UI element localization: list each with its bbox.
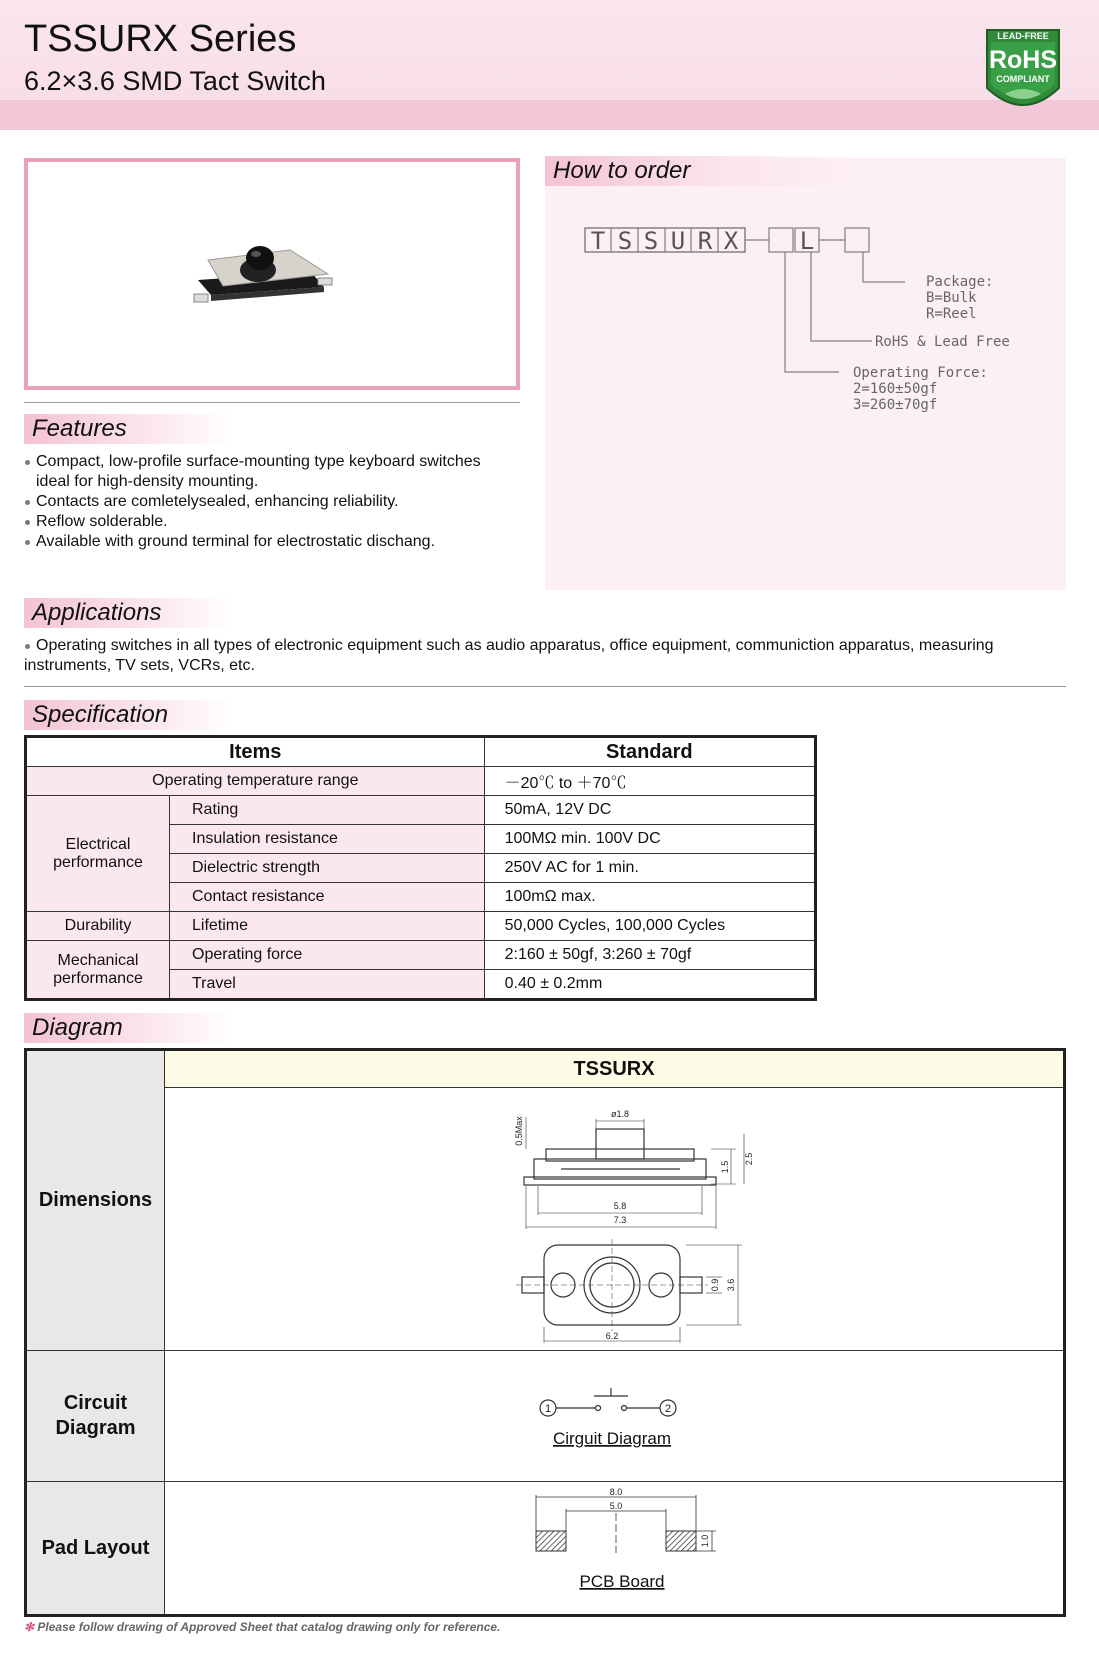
circuit-diagram-cell <box>165 1351 1065 1482</box>
diagram-title: Diagram <box>24 1013 232 1043</box>
operating-force-label: Operating Force: <box>853 365 988 381</box>
dim-05max: 0.5Max <box>514 1116 524 1146</box>
spec-operating-temp: Operating temperature range <box>26 767 485 796</box>
footnote-text: Please follow drawing of Approved Sheet that catalog drawing only for reference. <box>37 1620 501 1634</box>
rohs-badge <box>983 26 1063 116</box>
spec-lifetime: Lifetime <box>170 912 485 941</box>
spec-electrical: Electrical performance <box>26 796 170 912</box>
dim-18: ø1.8 <box>610 1109 630 1119</box>
applications-line-2: instruments, TV sets, VCRs, etc. <box>24 657 255 674</box>
circuit-diagram <box>166 1352 1062 1480</box>
dimensions-label: Dimensions <box>26 1050 165 1351</box>
circuit-pin-2: 2 <box>664 1403 672 1415</box>
feature-item-continued: ideal for high-density mounting. <box>36 473 259 490</box>
rohs-badge-top: LEAD-FREE <box>997 31 1049 41</box>
features-list <box>24 452 524 552</box>
dim-62: 6.2 <box>605 1331 619 1341</box>
dim-25: 2.5 <box>744 1152 754 1166</box>
circuit-pin-1: 1 <box>544 1403 552 1415</box>
rohs-badge-main: RoHS <box>988 46 1058 74</box>
pad-layout-label: Pad Layout <box>26 1482 165 1616</box>
order-code-diagram <box>545 200 1066 420</box>
rohs-badge-bottom: COMPLIANT <box>996 74 1050 84</box>
code-letter-5: R <box>697 227 713 255</box>
circuit-diagram-label: Circuit Diagram <box>26 1351 165 1482</box>
feature-item: Compact, low-profile surface-mounting type keyboard switches <box>24 452 524 472</box>
spec-lifetime-value: 50,000 Cycles, 100,000 Cycles <box>484 912 815 941</box>
pad-layout-cell <box>165 1482 1065 1616</box>
spec-travel: Travel <box>170 970 485 1000</box>
asterisk-icon: ✻ <box>24 1620 35 1634</box>
operating-force-3: 3=260±70gf <box>853 397 938 413</box>
spec-op-force: Operating force <box>170 941 485 970</box>
spec-header-items: Items <box>26 737 485 767</box>
dim-36: 3.6 <box>726 1278 736 1292</box>
dim-09: 0.9 <box>710 1278 720 1292</box>
applications-line-1: Operating switches in all types of electronic equipment such as audio apparatus, office equipment, communiction apparatus, measuring <box>24 636 1066 656</box>
spec-dielectric: Dielectric strength <box>170 854 485 883</box>
spec-header-standard: Standard <box>484 737 815 767</box>
spec-insulation: Insulation resistance <box>170 825 485 854</box>
spec-operating-temp-value: －20℃ to ＋70℃ <box>484 767 815 796</box>
spec-op-force-value: 2:160 ± 50gf, 3:260 ± 70gf <box>484 941 815 970</box>
package-label: Package: <box>926 274 994 290</box>
spec-durability: Durability <box>26 912 170 941</box>
feature-item: Contacts are comletelysealed, enhancing reliability. <box>24 492 524 512</box>
package-bulk: B=Bulk <box>926 290 977 306</box>
spec-travel-value: 0.40 ± 0.2mm <box>484 970 815 1000</box>
code-letter-2: S <box>617 227 633 255</box>
spec-rating-value: 50mA, 12V DC <box>484 796 815 825</box>
header-band <box>0 100 1099 130</box>
dimensions-drawing-cell <box>165 1088 1065 1351</box>
feature-item: Reflow solderable. <box>24 512 524 532</box>
spec-contact-value: 100mΩ max. <box>484 883 815 912</box>
pad-dim-80: 8.0 <box>609 1487 623 1497</box>
product-photo <box>28 162 516 386</box>
product-photo-frame <box>24 158 520 390</box>
feature-item: Available with ground terminal for electrostatic dischang. <box>24 532 524 552</box>
applications-text <box>24 636 1066 676</box>
specification-title: Specification <box>24 700 232 730</box>
code-letter-3: S <box>643 227 659 255</box>
footnote <box>24 1620 500 1634</box>
circuit-caption: Cirguit Diagram <box>552 1429 672 1448</box>
code-letter-4: U <box>670 227 686 255</box>
spec-rating: Rating <box>170 796 485 825</box>
spec-contact: Contact resistance <box>170 883 485 912</box>
page-title: TSSURX Series <box>24 18 297 60</box>
spec-dielectric-value: 250V AC for 1 min. <box>484 854 815 883</box>
operating-force-2: 2=160±50gf <box>853 381 938 397</box>
page-subtitle: 6.2×3.6 SMD Tact Switch <box>24 66 326 96</box>
dim-73: 7.3 <box>613 1215 627 1225</box>
diagram-model: TSSURX <box>165 1050 1065 1088</box>
applications-title: Applications <box>24 598 232 628</box>
pcb-caption: PCB Board <box>579 1572 665 1591</box>
specification-table <box>24 735 817 1001</box>
how-to-order-title: How to order <box>545 156 853 186</box>
divider <box>24 686 1066 687</box>
features-title: Features <box>24 414 232 444</box>
pad-layout <box>166 1483 1062 1613</box>
code-box-3: L <box>799 227 815 255</box>
diagram-table <box>24 1048 1066 1617</box>
dim-15: 1.5 <box>720 1160 730 1174</box>
dim-58: 5.8 <box>613 1201 627 1211</box>
code-letter-6: X <box>723 227 739 255</box>
code-letter-1: T <box>590 227 606 255</box>
package-reel: R=Reel <box>926 306 977 322</box>
pad-dim-10: 1.0 <box>700 1534 710 1548</box>
spec-mechanical: Mechanical performance <box>26 941 170 1000</box>
rohs-lead-free-label: RoHS & Lead Free <box>875 334 1010 350</box>
dimensions-drawing <box>166 1089 1062 1349</box>
spec-insulation-value: 100MΩ min. 100V DC <box>484 825 815 854</box>
divider <box>24 402 520 403</box>
pad-dim-50: 5.0 <box>609 1501 623 1511</box>
